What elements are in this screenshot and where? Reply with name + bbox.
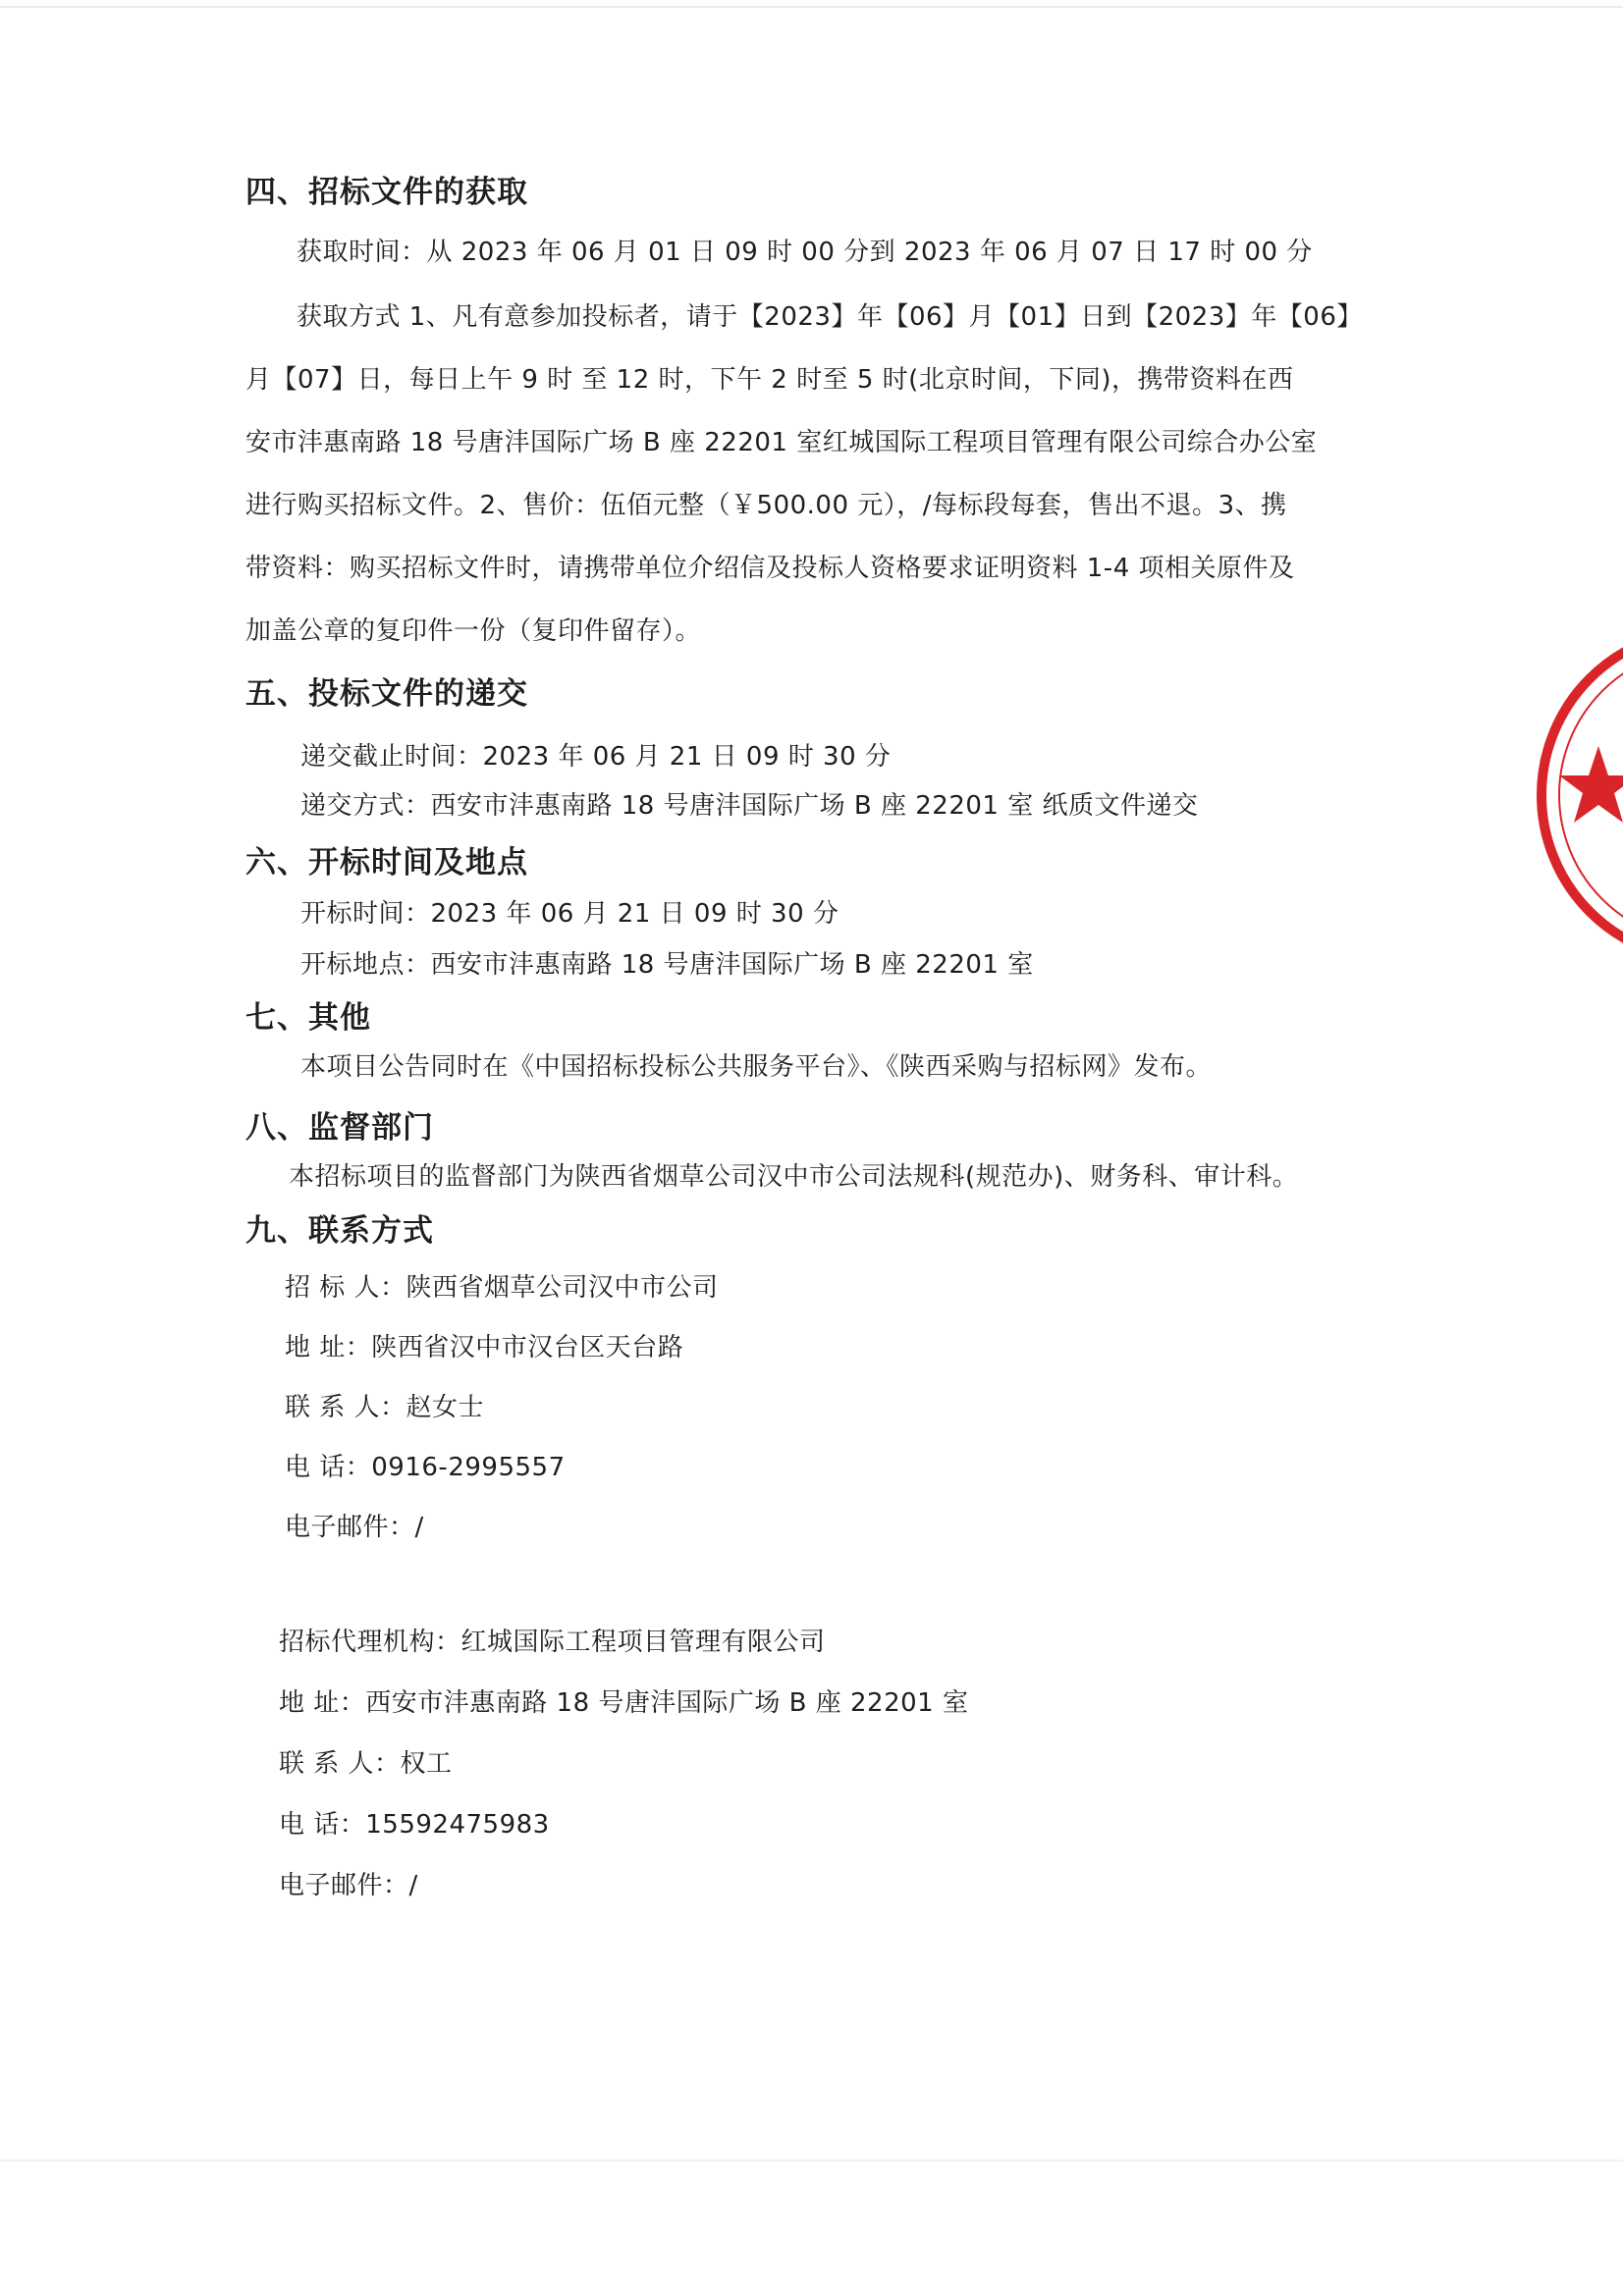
tenderer-address-row: [285, 1327, 683, 1363]
tenderer-contact-row: [285, 1387, 484, 1423]
opening-place: 开标地点：西安市沣惠南路 18 号唐沣国际广场 B 座 22201 室: [300, 950, 1034, 980]
section-6-heading: 六、开标时间及地点: [245, 845, 528, 881]
tenderer-label: 招 标 人：: [285, 1273, 406, 1303]
agency-phone-value: 15592475983: [365, 1810, 550, 1840]
tenderer-contact-value: 赵女士: [406, 1393, 485, 1422]
agency-contact-row: [279, 1743, 453, 1780]
scan-edge-top: [0, 6, 1623, 8]
agency-email-value: /: [408, 1871, 418, 1900]
tenderer-value: 陕西省烟草公司汉中市公司: [406, 1273, 719, 1303]
agency-address-label: 地 址：: [279, 1688, 366, 1718]
section-5-heading: 五、投标文件的递交: [245, 676, 528, 712]
company-seal: [1520, 628, 1623, 962]
section-7-heading: 七、其他: [245, 1000, 371, 1036]
tenderer-phone-label: 电 话：: [285, 1453, 372, 1482]
agency-phone-row: [279, 1804, 550, 1841]
section-8-heading: 八、监督部门: [245, 1110, 434, 1146]
section-4-heading: 四、招标文件的获取: [245, 175, 528, 210]
supervision-text: 本招标项目的监督部门为陕西省烟草公司汉中市公司法规科(规范办)、财务科、审计科。: [289, 1162, 1299, 1192]
agency-contact-label: 联 系 人：: [279, 1749, 401, 1779]
tenderer-email-label: 电子邮件：: [285, 1513, 415, 1542]
agency-value: 红城国际工程项目管理有限公司: [460, 1628, 826, 1657]
agency-row: [279, 1622, 826, 1658]
other-text: 本项目公告同时在《中国招标投标公共服务平台》、《陕西采购与招标网》发布。: [300, 1052, 1213, 1082]
tenderer-email-row: [285, 1507, 424, 1543]
agency-address-row: [279, 1682, 969, 1719]
seal-stamp-icon: [1520, 628, 1623, 962]
agency-address-value: 西安市沣惠南路 18 号唐沣国际广场 B 座 22201 室: [365, 1688, 969, 1718]
tenderer-address-value: 陕西省汉中市汉台区天台路: [371, 1333, 684, 1362]
acquisition-method-line-3: 安市沣惠南路 18 号唐沣国际广场 B 座 22201 室红城国际工程项目管理有限公司综合办公室: [245, 428, 1318, 457]
agency-email-row: [279, 1865, 418, 1901]
acquisition-method-line-4: 进行购买招标文件。2、售价：伍佰元整（￥500.00 元），/每标段每套，售出不退。3、携: [245, 491, 1287, 520]
acquisition-method-line-5: 带资料：购买招标文件时，请携带单位介绍信及投标人资格要求证明资料 1-4 项相关原件及: [245, 554, 1295, 583]
acquisition-method-line-1: 获取方式 1、凡有意参加投标者，请于【2023】年【06】月【01】日到【2023】年【06】: [297, 302, 1363, 332]
submission-deadline: 递交截止时间：2023 年 06 月 21 日 09 时 30 分: [300, 742, 892, 772]
submission-method: 递交方式：西安市沣惠南路 18 号唐沣国际广场 B 座 22201 室 纸质文件递交: [300, 791, 1199, 821]
agency-contact-value: 权工: [400, 1749, 453, 1779]
acquisition-time: 获取时间：从 2023 年 06 月 01 日 09 时 00 分到 2023 年 06 月 07 日 17 时 00 分: [297, 238, 1313, 267]
opening-time: 开标时间：2023 年 06 月 21 日 09 时 30 分: [300, 899, 839, 929]
tenderer-contact-label: 联 系 人：: [285, 1393, 406, 1422]
agency-label: 招标代理机构：: [279, 1628, 461, 1657]
tenderer-row: [285, 1267, 719, 1304]
tenderer-email-value: /: [414, 1513, 424, 1542]
section-9-heading: 九、联系方式: [245, 1213, 434, 1249]
acquisition-method-line-6: 加盖公章的复印件一份（复印件留存）。: [245, 616, 702, 646]
tenderer-phone-value: 0916-2995557: [371, 1453, 566, 1482]
agency-email-label: 电子邮件：: [279, 1871, 409, 1900]
tenderer-phone-row: [285, 1447, 566, 1483]
acquisition-method-line-2: 月【07】日，每日上午 9 时 至 12 时，下午 2 时至 5 时(北京时间，下同)，携带资料在西: [245, 365, 1294, 395]
agency-phone-label: 电 话：: [279, 1810, 366, 1840]
scan-edge-bottom: [0, 2160, 1623, 2162]
tenderer-address-label: 地 址：: [285, 1333, 372, 1362]
